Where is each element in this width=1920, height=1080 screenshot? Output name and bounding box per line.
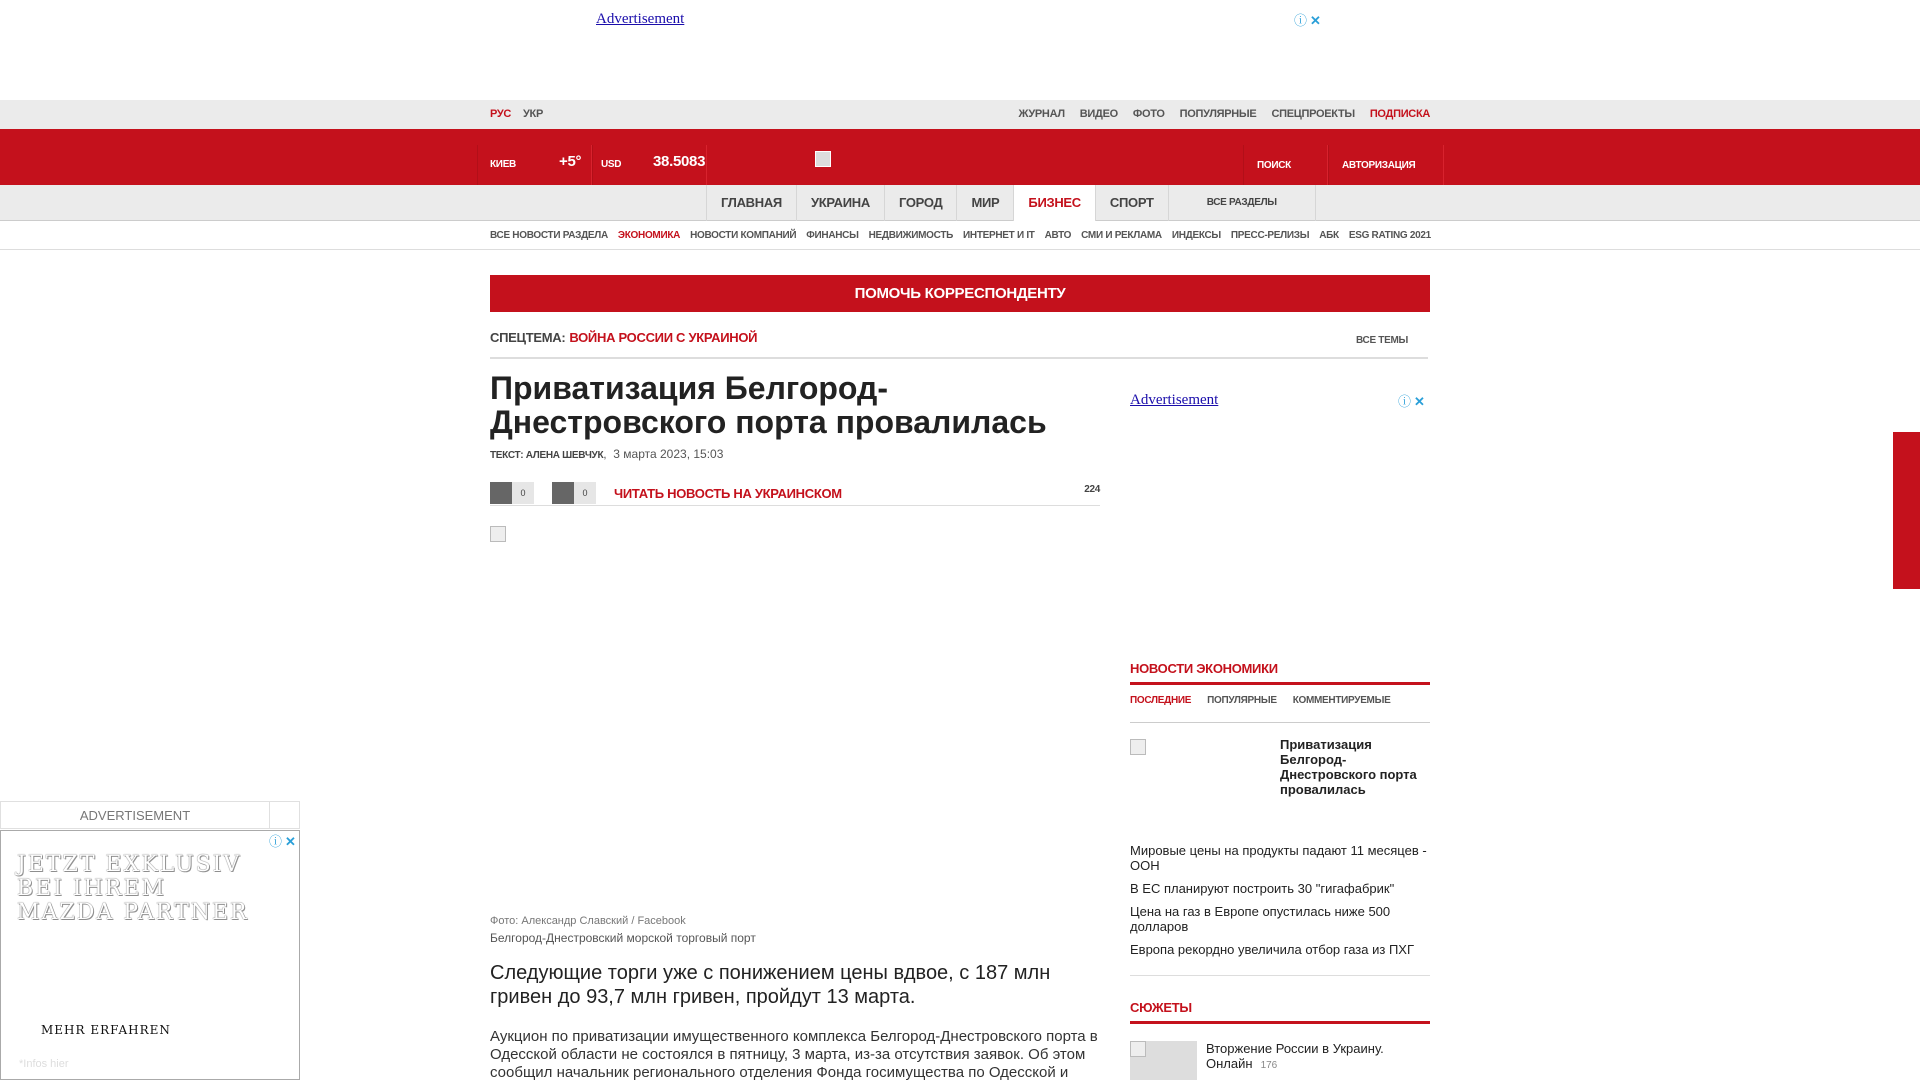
- tab-commented[interactable]: КОММЕНТИРУЕМЫЕ: [1292, 695, 1391, 706]
- subnav-item[interactable]: НЕДВИЖИМОСТЬ: [868, 230, 954, 241]
- article-author[interactable]: ТЕКСТ: АЛЕНА ШЕВЧУК: [490, 450, 604, 461]
- article-lead: Следующие торги уже с понижением цены вдвое, с 187 млн гривен до 93,7 млн гривен, пройдут 13 марта.: [490, 962, 1051, 1008]
- article-photo: [490, 526, 506, 542]
- news-tabs: [1130, 695, 1430, 723]
- nav-sport[interactable]: СПОРТ: [1095, 185, 1168, 221]
- byline: ТЕКСТ: АЛЕНА ШЕВЧУК, 3 марта 2023, 15:03: [490, 447, 724, 461]
- story-title[interactable]: Вторжение России в Украину. Онлайн: [1206, 1041, 1384, 1071]
- story-thumbnail[interactable]: [1130, 1041, 1197, 1080]
- main-nav: [0, 185, 1920, 221]
- special-theme-row: [490, 329, 1428, 359]
- telegram-share-icon[interactable]: [552, 482, 574, 504]
- share-row: [490, 476, 1100, 506]
- facebook-share-icon[interactable]: [490, 482, 512, 504]
- nav-city[interactable]: ГОРОД: [884, 185, 957, 221]
- nav-world[interactable]: МИР: [956, 185, 1013, 221]
- tab-latest[interactable]: ПОСЛЕДНИЕ: [1130, 695, 1192, 706]
- currency-code: USD: [601, 159, 622, 170]
- top-ad-link[interactable]: Advertisement: [596, 11, 685, 27]
- left-ad-label: ADVERTISEMENT: [0, 801, 270, 829]
- news-item[interactable]: Европа рекордно увеличила отбор газа из ПХГ: [1130, 942, 1414, 957]
- share-count-1: 0: [512, 482, 534, 504]
- nav-business[interactable]: БИЗНЕС: [1013, 185, 1094, 221]
- featured-news-title[interactable]: Приватизация Белгород-Днестровского порта провалилась: [1280, 737, 1417, 797]
- news-item[interactable]: В ЕС планируют построить 30 "гигафабрик": [1130, 881, 1395, 896]
- search-button[interactable]: ПОИСК: [1257, 160, 1291, 171]
- top-banner-ad[interactable]: [596, 10, 1324, 90]
- article-body: Аукцион по приватизации имущественного комплекса Белгород-Днестровского порта в Одесской области не состоялся в пятницу, 3 марта, из-за отсутствия заявок. Об этом сообщил начальник регионального отделения Фонда госимущества по Одесской и: [490, 1028, 1098, 1080]
- link-video[interactable]: ВИДЕО: [1079, 108, 1118, 120]
- nav-all-sections[interactable]: ВСЕ РАЗДЕЛЫ: [1168, 185, 1316, 221]
- news-item[interactable]: Мировые цены на продукты падают 11 месяцев - ООН: [1130, 843, 1427, 873]
- stories-heading[interactable]: СЮЖЕТЫ: [1130, 1000, 1430, 1024]
- ad-close-icon[interactable]: ✕: [1414, 394, 1425, 409]
- tab-popular[interactable]: ПОПУЛЯРНЫЕ: [1207, 695, 1277, 706]
- ad-headline-line: MAZDA PARTNER: [17, 900, 249, 925]
- lang-ukr[interactable]: УКР: [523, 108, 543, 120]
- subnav-item[interactable]: ПРЕСС-РЕЛИЗЫ: [1230, 230, 1310, 241]
- subnav-item[interactable]: ИНДЕКСЫ: [1171, 230, 1221, 241]
- story-link[interactable]: [1206, 1041, 1430, 1073]
- adchoices-icon[interactable]: ⓘ ✕: [269, 834, 296, 849]
- help-correspondent-button[interactable]: ПОМОЧЬ КОРРЕСПОНДЕНТУ: [490, 275, 1430, 312]
- ad-cta-button[interactable]: MEHR ERFAHREN: [41, 1023, 171, 1037]
- news-list: [1130, 843, 1430, 976]
- share-count-2: 0: [574, 482, 596, 504]
- link-journal[interactable]: ЖУРНАЛ: [1018, 108, 1065, 120]
- ad-headline-line: JETZT EXKLUSIV: [17, 852, 242, 877]
- read-in-ukrainian-link[interactable]: ЧИТАТЬ НОВОСТЬ НА УКРАИНСКОМ: [614, 486, 842, 501]
- photo-credit: Фото: Александр Славский / Facebook: [490, 915, 686, 927]
- red-header: [0, 129, 1920, 185]
- nav-ukraine[interactable]: УКРАИНА: [796, 185, 884, 221]
- top-bar: [0, 100, 1920, 129]
- article-date: 3 марта 2023, 15:03: [613, 447, 724, 461]
- subnav-item[interactable]: ИНТЕРНЕТ И IT: [963, 230, 1035, 241]
- article-title: Приватизация Белгород-Днестровского порта провалилась: [490, 370, 1047, 440]
- subnav-item[interactable]: ЭКОНОМИКА: [617, 230, 681, 241]
- sidebar-ad-link[interactable]: Advertisement: [1130, 392, 1219, 408]
- subnav-item[interactable]: АБК: [1319, 230, 1339, 241]
- weather-city[interactable]: КИЕВ: [490, 159, 516, 170]
- link-photo[interactable]: ФОТО: [1132, 108, 1165, 120]
- adchoices-icon[interactable]: ⓘ ✕: [1294, 13, 1321, 28]
- sub-nav: [0, 221, 1920, 250]
- story-count: 176: [1260, 1060, 1278, 1071]
- site-logo[interactable]: [815, 151, 831, 167]
- currency-rate: 38.5083: [653, 153, 706, 170]
- link-special-projects[interactable]: СПЕЦПРОЕКТЫ: [1271, 108, 1355, 120]
- weather-temp: +5°: [559, 153, 582, 170]
- ad-footnote: *Infos hier: [19, 1058, 69, 1070]
- subnav-item[interactable]: НОВОСТИ КОМПАНИЙ: [690, 230, 797, 241]
- news-item[interactable]: Цена на газ в Европе опустилась ниже 500 долларов: [1130, 904, 1391, 934]
- theme-link[interactable]: ВОЙНА РОССИИ С УКРАИНОЙ: [569, 330, 758, 345]
- view-count: 224: [1084, 484, 1100, 495]
- featured-news-image[interactable]: [1130, 739, 1146, 755]
- sidebar-ad[interactable]: [1130, 391, 1430, 641]
- subnav-item[interactable]: ФИНАНСЫ: [806, 230, 859, 241]
- ad-headline: [17, 853, 249, 925]
- subnav-item[interactable]: ВСЕ НОВОСТИ РАЗДЕЛА: [490, 230, 608, 241]
- subnav-item[interactable]: ESG RATING 2021: [1348, 230, 1431, 241]
- left-sticky-ad[interactable]: [0, 830, 300, 1080]
- photo-caption: Белгород-Днестровский морской торговый порт: [490, 931, 756, 945]
- link-popular[interactable]: ПОПУЛЯРНЫЕ: [1179, 108, 1257, 120]
- nav-home[interactable]: ГЛАВНАЯ: [706, 185, 796, 221]
- subnav-item[interactable]: СМИ И РЕКЛАМА: [1081, 230, 1162, 241]
- lang-rus[interactable]: РУС: [490, 108, 512, 120]
- article: [490, 370, 1100, 1080]
- ad-close-icon[interactable]: ✕: [1310, 13, 1321, 28]
- theme-label: СПЕЦТЕМА:: [490, 330, 566, 345]
- story-image-placeholder: [1130, 1041, 1146, 1057]
- subnav-item[interactable]: АВТО: [1044, 230, 1072, 241]
- economy-news-heading[interactable]: НОВОСТИ ЭКОНОМИКИ: [1130, 661, 1430, 685]
- all-themes-link[interactable]: ВСЕ ТЕМЫ: [1355, 335, 1408, 346]
- ad-close-icon[interactable]: ✕: [285, 834, 296, 849]
- left-ad-toggle[interactable]: [270, 801, 300, 829]
- link-subscribe[interactable]: ПОДПИСКА: [1369, 108, 1430, 120]
- adchoices-icon[interactable]: ⓘ ✕: [1398, 394, 1425, 409]
- auth-button[interactable]: АВТОРИЗАЦИЯ: [1342, 160, 1416, 171]
- ad-headline-line: BEI IHREM: [17, 876, 166, 901]
- side-feedback-tab[interactable]: [1893, 432, 1920, 589]
